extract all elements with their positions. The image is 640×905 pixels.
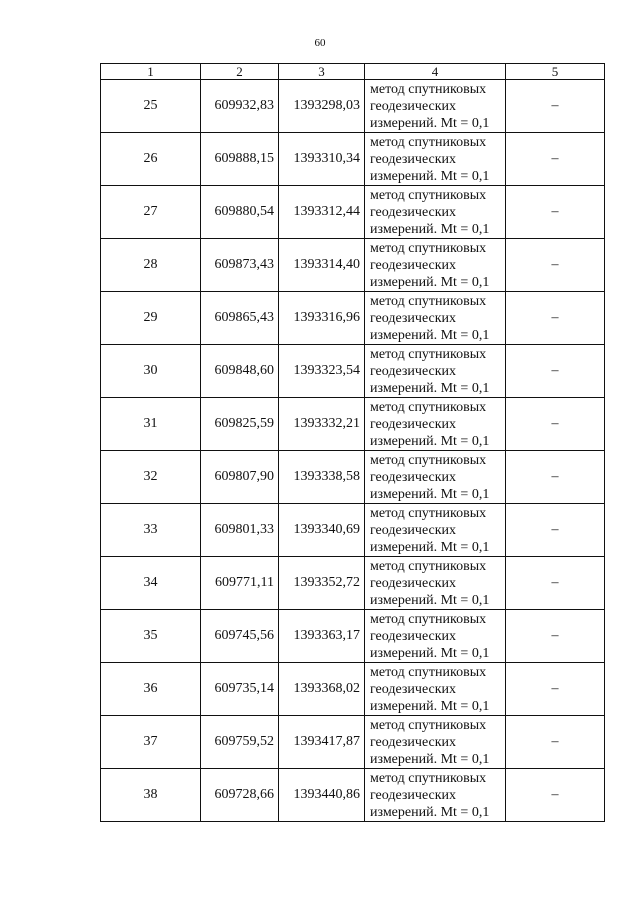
note-cell: – [506,345,605,398]
table-row [101,133,605,186]
point-number-cell: 36 [101,663,201,716]
note-cell: – [506,186,605,239]
table-row [101,80,605,133]
coordinate-x-cell: 609865,43 [201,292,279,345]
method-line: метод спутниковых [370,399,487,415]
method-line: метод спутниковых [370,611,487,627]
coordinate-x-cell: 609880,54 [201,186,279,239]
method-line: геодезических [370,681,457,697]
method-cell [365,345,506,398]
method-line: метод спутниковых [370,81,487,97]
coordinate-x-cell: 609771,11 [201,557,279,610]
table-header [101,64,605,80]
coordinates-table [100,63,605,822]
method-cell [365,133,506,186]
method-line: измерений. Mt = 0,1 [370,804,490,820]
method-line: геодезических [370,204,457,220]
method-line: геодезических [370,522,457,538]
coordinate-y-cell: 1393310,34 [279,133,365,186]
coordinate-x-cell: 609873,43 [201,239,279,292]
table-row [101,716,605,769]
coordinate-y-cell: 1393352,72 [279,557,365,610]
method-line: метод спутниковых [370,717,487,733]
coordinate-y-cell: 1393314,40 [279,239,365,292]
table-row [101,345,605,398]
table-body [101,80,605,822]
coordinate-y-cell: 1393368,02 [279,663,365,716]
method-line: измерений. Mt = 0,1 [370,115,490,131]
header-col-1: 1 [101,64,201,80]
page-number: 60 [314,37,326,49]
note-cell: – [506,557,605,610]
note-cell: – [506,239,605,292]
method-cell [365,610,506,663]
header-row [101,64,605,80]
method-cell [365,239,506,292]
coordinate-y-cell: 1393340,69 [279,504,365,557]
method-line: измерений. Mt = 0,1 [370,539,490,555]
method-line: геодезических [370,98,457,114]
method-line: геодезических [370,575,457,591]
header-col-3: 3 [279,64,365,80]
coordinate-x-cell: 609888,15 [201,133,279,186]
coordinate-y-cell: 1393332,21 [279,398,365,451]
method-cell [365,398,506,451]
method-line: метод спутниковых [370,505,487,521]
coordinate-x-cell: 609728,66 [201,769,279,822]
point-number-cell: 34 [101,557,201,610]
note-cell: – [506,133,605,186]
method-line: метод спутниковых [370,770,487,786]
table-row [101,398,605,451]
coordinate-y-cell: 1393316,96 [279,292,365,345]
method-line: измерений. Mt = 0,1 [370,433,490,449]
point-number-cell: 33 [101,504,201,557]
method-line: измерений. Mt = 0,1 [370,592,490,608]
header-col-4: 4 [365,64,506,80]
coordinate-x-cell: 609735,14 [201,663,279,716]
note-cell: – [506,504,605,557]
coordinate-y-cell: 1393323,54 [279,345,365,398]
method-line: измерений. Mt = 0,1 [370,698,490,714]
point-number-cell: 29 [101,292,201,345]
point-number-cell: 28 [101,239,201,292]
method-line: метод спутниковых [370,664,487,680]
method-cell [365,663,506,716]
note-cell: – [506,716,605,769]
table-row [101,186,605,239]
coordinate-y-cell: 1393363,17 [279,610,365,663]
coordinate-y-cell: 1393440,86 [279,769,365,822]
method-cell [365,716,506,769]
table-row [101,663,605,716]
header-col-2: 2 [201,64,279,80]
point-number-cell: 32 [101,451,201,504]
method-line: геодезических [370,734,457,750]
method-line: измерений. Mt = 0,1 [370,221,490,237]
method-line: геодезических [370,787,457,803]
point-number-cell: 30 [101,345,201,398]
method-cell [365,769,506,822]
method-line: метод спутниковых [370,293,487,309]
table-row [101,504,605,557]
point-number-cell: 26 [101,133,201,186]
coordinate-x-cell: 609801,33 [201,504,279,557]
method-line: измерений. Mt = 0,1 [370,645,490,661]
note-cell: – [506,292,605,345]
coordinate-x-cell: 609745,56 [201,610,279,663]
method-cell [365,186,506,239]
method-cell [365,80,506,133]
table-row [101,239,605,292]
coordinate-y-cell: 1393338,58 [279,451,365,504]
point-number-cell: 27 [101,186,201,239]
method-line: метод спутниковых [370,452,487,468]
coordinate-x-cell: 609825,59 [201,398,279,451]
method-line: метод спутниковых [370,134,487,150]
method-line: геодезических [370,257,457,273]
header-col-5: 5 [506,64,605,80]
method-line: геодезических [370,416,457,432]
note-cell: – [506,663,605,716]
point-number-cell: 31 [101,398,201,451]
coordinate-x-cell: 609807,90 [201,451,279,504]
method-line: измерений. Mt = 0,1 [370,486,490,502]
method-cell [365,451,506,504]
method-line: геодезических [370,310,457,326]
method-line: геодезических [370,628,457,644]
point-number-cell: 38 [101,769,201,822]
method-cell [365,504,506,557]
coordinate-x-cell: 609932,83 [201,80,279,133]
coordinate-x-cell: 609848,60 [201,345,279,398]
method-line: геодезических [370,469,457,485]
method-line: метод спутниковых [370,558,487,574]
point-number-cell: 25 [101,80,201,133]
table-row [101,451,605,504]
table-row [101,292,605,345]
method-line: геодезических [370,151,457,167]
coordinate-x-cell: 609759,52 [201,716,279,769]
method-line: измерений. Mt = 0,1 [370,168,490,184]
note-cell: – [506,769,605,822]
method-cell [365,557,506,610]
point-number-cell: 35 [101,610,201,663]
coordinate-y-cell: 1393298,03 [279,80,365,133]
method-line: измерений. Mt = 0,1 [370,380,490,396]
note-cell: – [506,398,605,451]
coordinate-y-cell: 1393417,87 [279,716,365,769]
table-row [101,557,605,610]
note-cell: – [506,610,605,663]
method-line: метод спутниковых [370,240,487,256]
coordinate-y-cell: 1393312,44 [279,186,365,239]
method-line: метод спутниковых [370,187,487,203]
method-line: геодезических [370,363,457,379]
note-cell: – [506,80,605,133]
point-number-cell: 37 [101,716,201,769]
table-row [101,769,605,822]
method-cell [365,292,506,345]
method-line: измерений. Mt = 0,1 [370,274,490,290]
table-row [101,610,605,663]
note-cell: – [506,451,605,504]
method-line: измерений. Mt = 0,1 [370,327,490,343]
method-line: метод спутниковых [370,346,487,362]
method-line: измерений. Mt = 0,1 [370,751,490,767]
